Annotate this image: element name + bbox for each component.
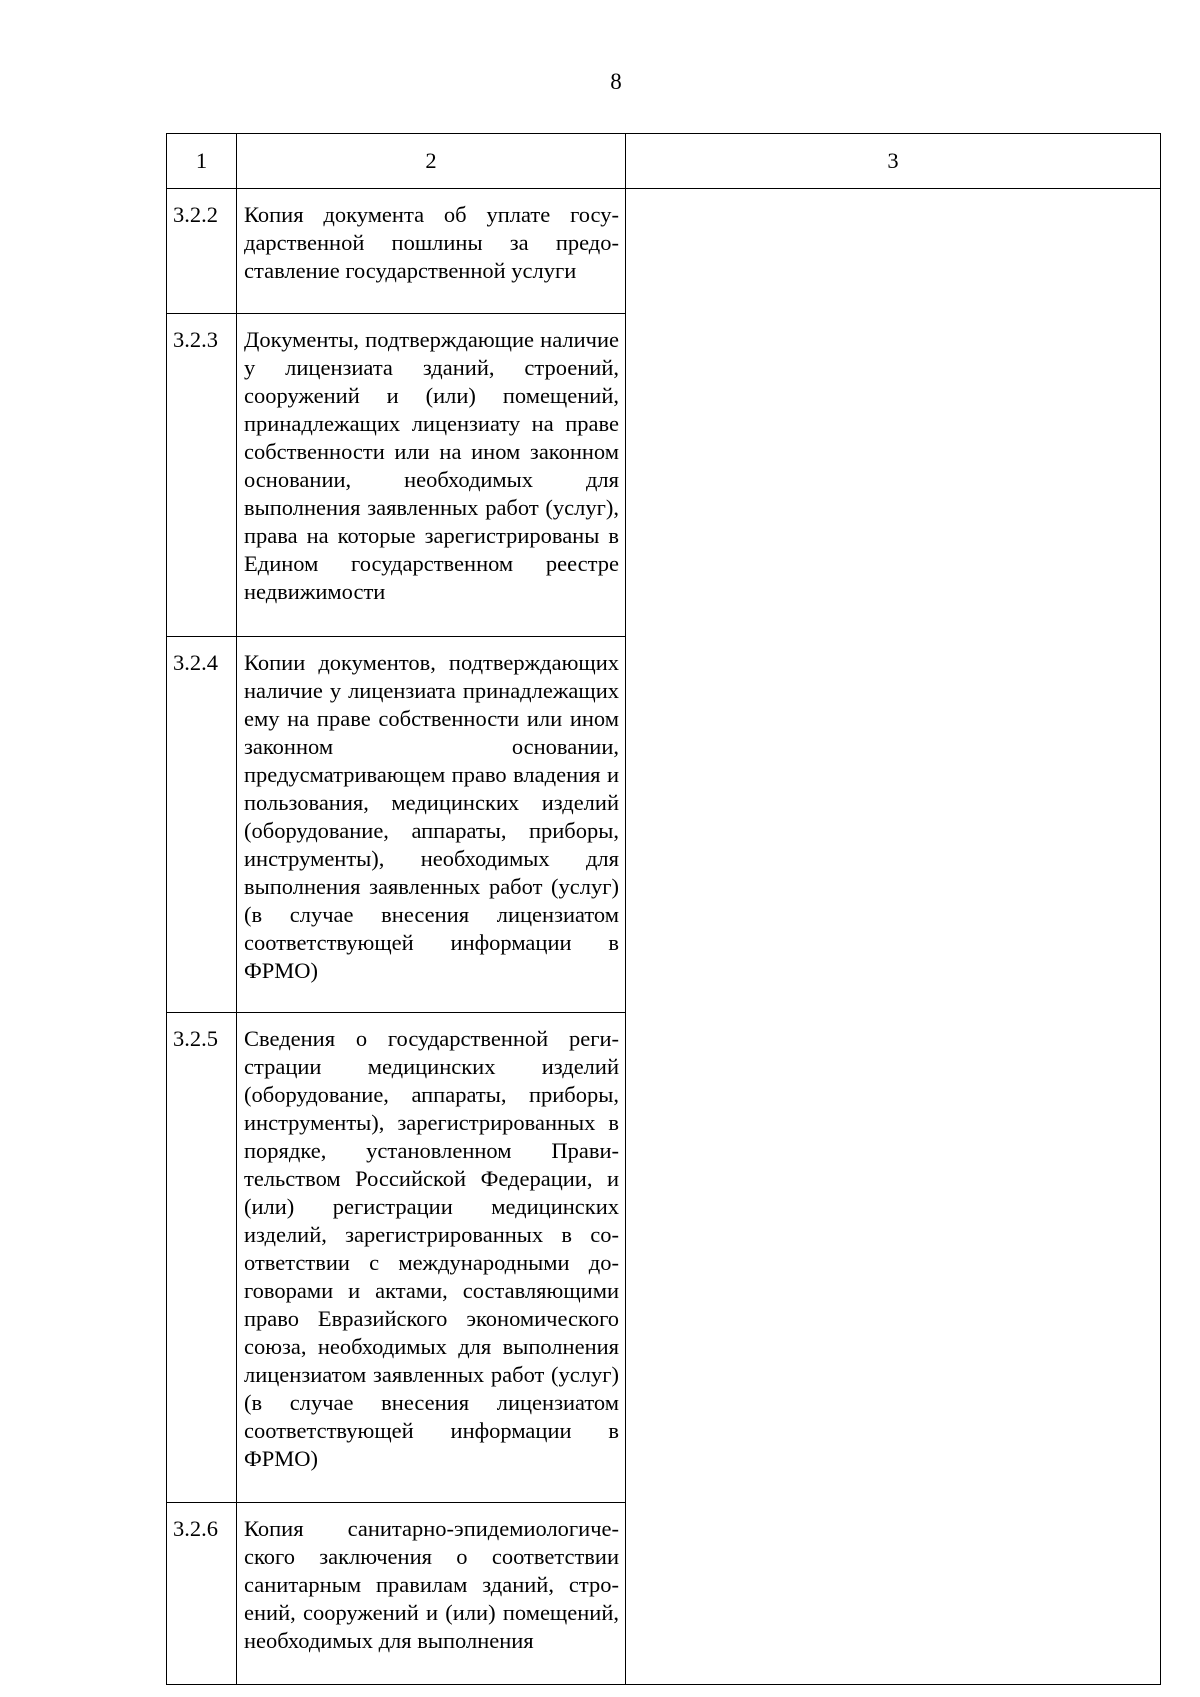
row-text: Документы, подтверждающие наличие у лицензиата зданий, строений, сооружений и (или) помещений, принадлежащих лицензиату на праве собственности или на ином законном основании, необходимых для выполнения заявленных работ (услуг), права на которые зарегистрированы в Едином государственном реестре недвижимости — [237, 314, 626, 637]
page-number: 8 — [610, 69, 622, 94]
column-3-cell — [626, 189, 1161, 1685]
row-number: 3.2.6 — [167, 1503, 237, 1685]
row-number: 3.2.5 — [167, 1013, 237, 1503]
row-text: Копия санитарно-эпидемиологического заключения о соответствии санитарным правилам зданий, строений, сооружений и (или) помещений, необходимых для выполнения — [237, 1503, 626, 1685]
row-text: Копии документов, подтверждающих наличие у лицензиата принадлежащих ему на праве собственности или ином законном основании, предусматривающем право владения и пользования, медицинских изделий (оборудование, аппараты, приборы, инструменты), необходимых для выполнения заявленных работ (услуг) (в случае внесения лицензиатом соответствующей информации в ФРМО) — [237, 637, 626, 1013]
row-number: 3.2.2 — [167, 189, 237, 314]
row-number: 3.2.4 — [167, 637, 237, 1013]
requirements-table — [166, 133, 1161, 1685]
table-row — [167, 189, 1161, 314]
row-number: 3.2.3 — [167, 314, 237, 637]
header-cell-3: 3 — [626, 134, 1161, 189]
table-header-row — [167, 134, 1161, 189]
row-text: Сведения о государственной регистрации медицинских изделий (оборудование, аппараты, приборы, инструменты), зарегистрированных в порядке, установленном Правительством Российской Федерации, и (или) регистрации медицинских изделий, зарегистрированных в соответствии с международными договорами и актами, составляющими право Евразийского экономического союза, необходимых для выполнения лицензиатом заявленных работ (услуг) (в случае внесения лицензиатом соответствующей информации в ФРМО) — [237, 1013, 626, 1503]
header-cell-1: 1 — [167, 134, 237, 189]
row-text: Копия документа об уплате государственной пошлины за предоставление государственной услуги — [237, 189, 626, 314]
header-cell-2: 2 — [237, 134, 626, 189]
